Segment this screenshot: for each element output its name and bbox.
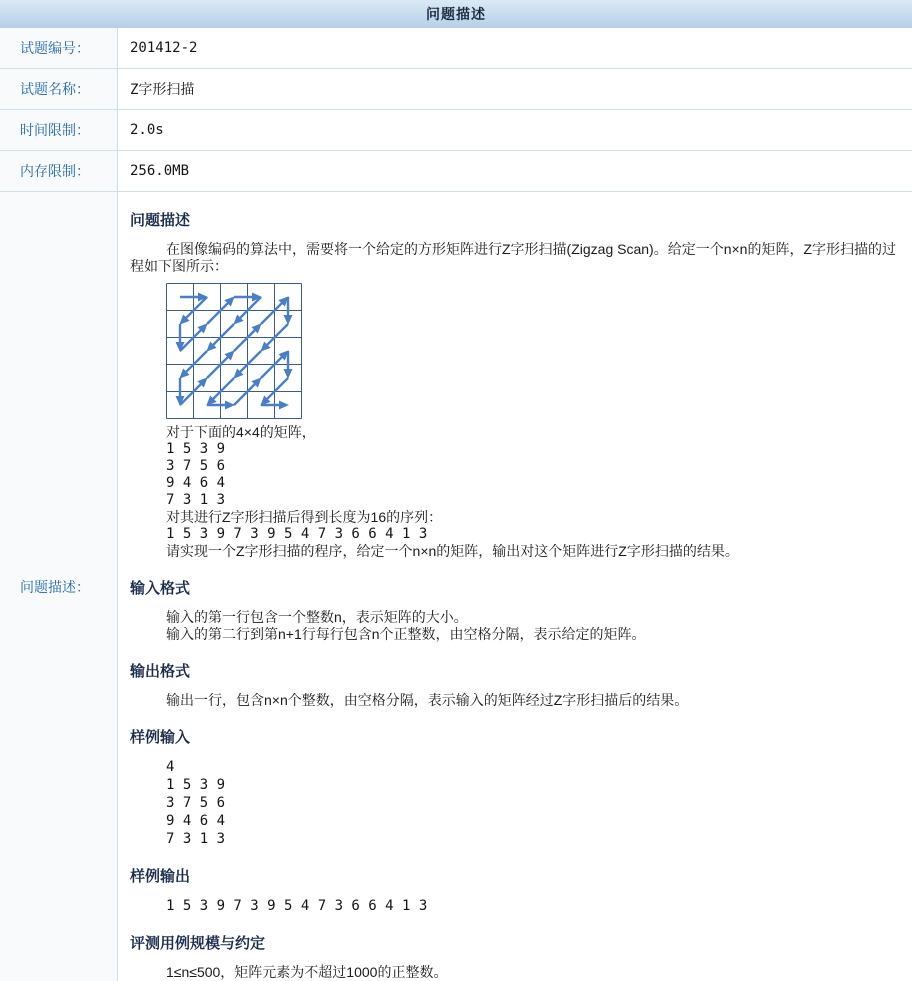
meta-value: Z字形扫描 (130, 82, 195, 98)
zigzag-diagram (166, 283, 906, 419)
meta-value: 201412-2 (130, 40, 198, 56)
meta-value: 256.0MB (130, 163, 190, 179)
meta-row-memory-limit (0, 151, 912, 192)
meta-label: 内存限制： (0, 151, 118, 191)
sample-input-line: 3 7 5 6 (166, 795, 226, 811)
meta-label: 时间限制： (0, 110, 118, 150)
page-title: 问题描述 (426, 6, 486, 22)
output-format-heading: 输出格式 (130, 663, 191, 680)
matrix-row-line: 1 5 3 9 (166, 441, 226, 457)
meta-value: 2.0s (130, 122, 164, 138)
scan-sequence-intro-line: 对其进行Z字形扫描后得到长度为16的序列： (166, 509, 443, 525)
sample-output-line: 1 5 3 9 7 3 9 5 4 7 3 6 6 4 1 3 (166, 898, 428, 914)
sample-input-line: 9 4 6 4 (166, 813, 226, 829)
meta-label: 试题名称： (0, 69, 118, 109)
problem-closing-line: 请实现一个Z字形扫描的程序，给定一个n×n的矩阵，输出对这个矩阵进行Z字形扫描的结果。 (166, 543, 739, 559)
input-format-line: 输入的第一行包含一个整数n，表示矩阵的大小。 (166, 609, 468, 625)
input-format-heading: 输入格式 (130, 580, 191, 597)
output-format-line: 输出一行，包含n×n个整数，由空格分隔，表示输入的矩阵经过Z字形扫描后的结果。 (166, 692, 689, 708)
sample-input-heading: 样例输入 (130, 729, 191, 746)
sample-input-line: 4 (166, 759, 175, 775)
header-bar (0, 0, 912, 28)
sample-input-block (130, 758, 906, 848)
sample-output-heading: 样例输出 (130, 868, 191, 885)
main-row-label: 问题描述： (0, 192, 118, 981)
matrix-row-line: 9 4 6 4 (166, 475, 226, 491)
main-row (0, 192, 912, 981)
constraints-line: 1≤n≤500，矩阵元素为不超过1000的正整数。 (166, 964, 448, 980)
input-format-line: 输入的第二行到第n+1行每行包含n个正整数，由空格分隔，表示给定的矩阵。 (166, 626, 646, 642)
matrix-row-line: 7 3 1 3 (166, 492, 226, 508)
problem-intro-paragraph: 在图像编码的算法中，需要将一个给定的方形矩阵进行Z字形扫描(Zigzag Scan)。给定一个n×n的矩阵，Z字形扫描的过程如下图所示： (130, 241, 896, 274)
sample-input-line: 7 3 1 3 (166, 831, 226, 847)
constraints-heading: 评测用例规模与约定 (130, 935, 266, 952)
scan-sequence-line: 1 5 3 9 7 3 9 5 4 7 3 6 6 4 1 3 (166, 526, 428, 542)
sample-output-block (130, 897, 906, 915)
meta-label: 试题编号： (0, 28, 118, 68)
matrix-row-line: 3 7 5 6 (166, 458, 226, 474)
meta-row-problem-id (0, 28, 912, 69)
sample-input-line: 1 5 3 9 (166, 777, 226, 793)
meta-row-time-limit (0, 110, 912, 151)
zigzag-diagram-svg (166, 283, 302, 419)
matrix-intro-line: 对于下面的4×4的矩阵， (166, 424, 316, 440)
meta-row-problem-name (0, 69, 912, 110)
main-content (118, 192, 912, 981)
problem-description-heading: 问题描述 (130, 212, 191, 229)
